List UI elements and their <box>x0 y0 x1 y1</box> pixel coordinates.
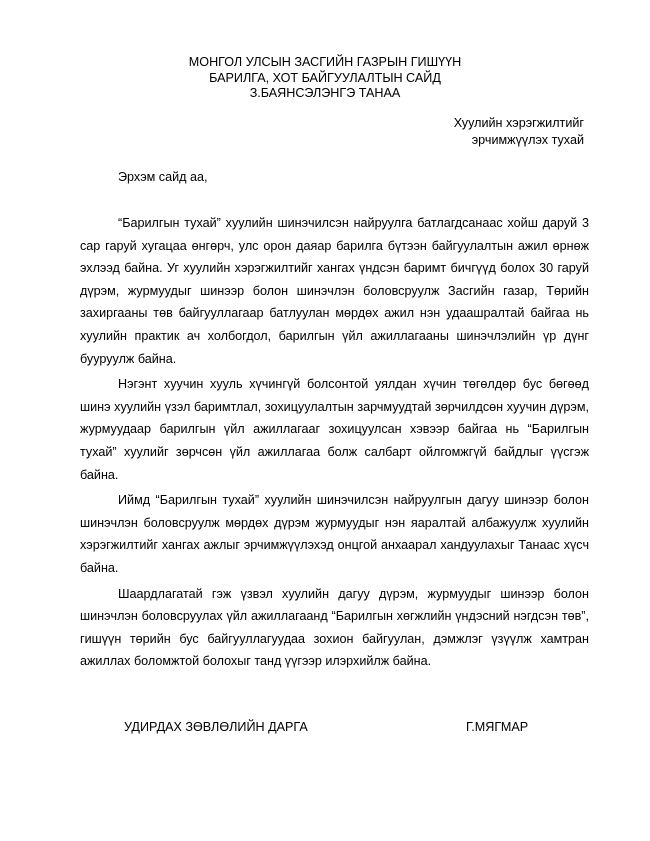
signature-block <box>0 719 650 739</box>
addressee-line-1: МОНГОЛ УЛСЫН ЗАСГИЙН ГАЗРЫН ГИШҮҮН <box>188 55 462 69</box>
signatory-name: Г.МЯГМАР <box>466 720 529 734</box>
subject-line-2: эрчимжүүлэх тухай <box>471 133 584 147</box>
body-paragraph-3: Иймд “Барилгын тухай” хуулийн шинэчилсэн найруулгын дагуу шинээр болон шинэчлэн боловсруулж мөрдөх дүрэм журмуудыг нэн яаралтай албажуулж хуулийн хэрэгжилтийг хангах ажлыг эрчимжүүлэхэд онцгой анхаарал хандуулахыг Танаас хүсч байна. <box>80 493 589 575</box>
addressee-line-3: З.БАЯНСЭЛЭНГЭ ТАНАА <box>249 86 401 100</box>
subject-block <box>454 115 584 149</box>
addressee-block <box>0 55 650 102</box>
greeting: Эрхэм сайд аа, <box>118 170 208 184</box>
signatory-title: УДИРДАХ ЗӨВЛӨЛИЙН ДАРГА <box>124 720 308 734</box>
addressee-line-2: БАРИЛГА, ХОТ БАЙГУУЛАЛТЫН САЙД <box>209 70 441 85</box>
body-paragraph-2: Нэгэнт хуучин хууль хүчингүй болсонтой уялдан хүчин төгөлдөр бус бөгөөд шинэ хуулийн үзэл баримтлал, зохицуулалтын зарчмуудтай зөрчилдсөн хуучин дүрэм, журмуудаар барилгын үйл ажиллагааг зохицуулсан хэвээр байгаа нь “Барилгын тухай” хуулийг зөрчсөн үйл ажиллагаа болж салбарт ойлгомжгүй байдлыг үүсгэж байна. <box>80 377 589 482</box>
body-paragraph-1: “Барилгын тухай” хуулийн шинэчилсэн найруулга батлагдсанаас хойш даруй 3 сар гаруй хугацаа өнгөрч, улс орон даяар барилга бүтээн байгуулалтын ажил өрнөж эхлээд байна. Уг хуулийн хэрэгжилтийг хангах үндсэн баримт бичгүүд болох 30 гаруй дүрэм, журмуудыг шинээр болон шинэчлэн боловсруулж Засгийн газар, Төрийн захиргааны төв байгууллагаар батлуулан мөрдөх ажил нэн удаашралтай байгаа нь хуулийн практик ач холбогдол, барилгын үйл ажиллагааны шинэчлэлийн үр дүнг бууруулж байна. <box>80 216 589 366</box>
body-paragraph-4: Шаардлагатай гэж үзвэл хуулийн дагуу дүрэм, журмуудыг шинээр болон шинэчлэн боловсруулах үйл ажиллагаанд “Барилгын хөгжлийн үндэсний нэгдсэн төв”, гишүүн төрийн бус байгууллагуудаа зохион байгуулан, дэмжлэг үзүүлж хамтран ажиллах боломжтой болохыг танд үүгээр илэрхийлж байна. <box>80 586 589 669</box>
subject-line-1: Хуулийн хэрэгжилтийг <box>453 116 584 130</box>
letter-body <box>80 212 589 676</box>
